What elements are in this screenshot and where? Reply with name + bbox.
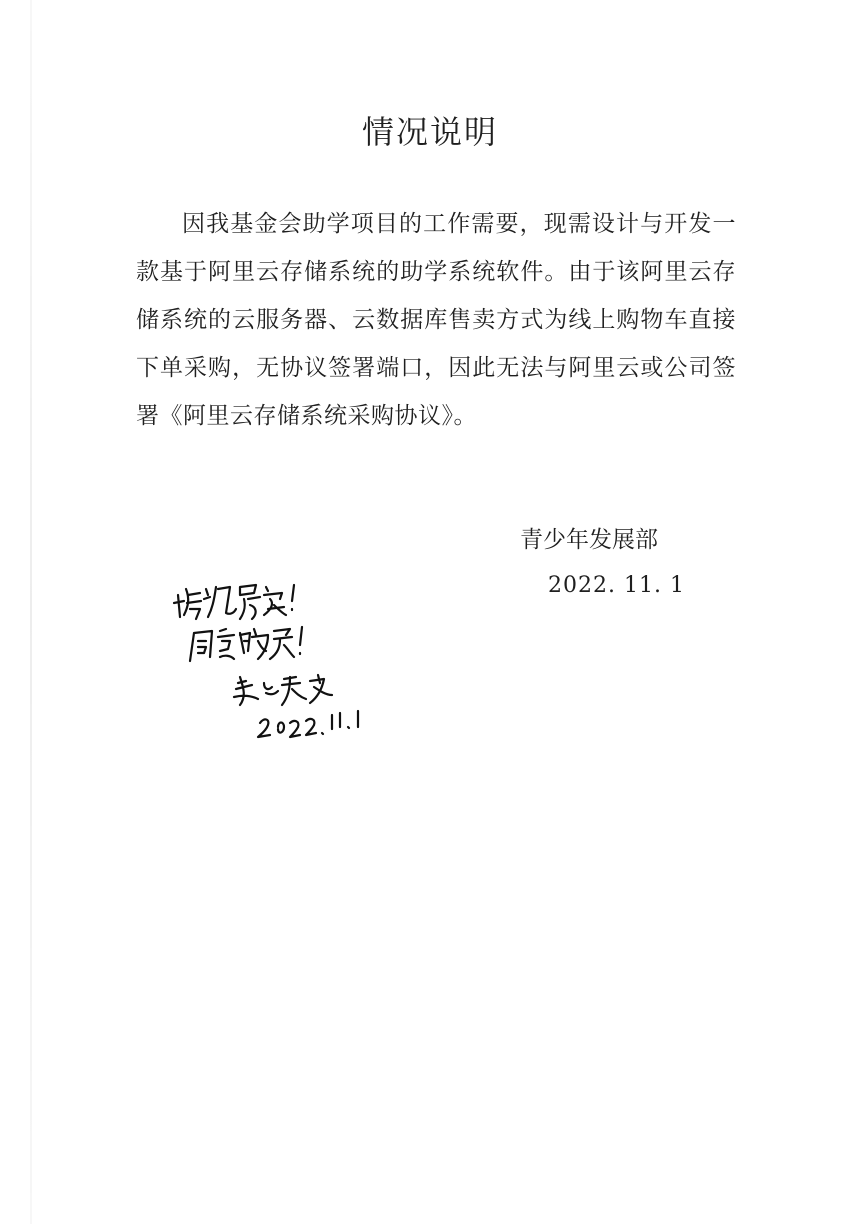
scan-edge-line	[30, 0, 32, 1224]
department-name: 青少年发展部	[520, 527, 658, 553]
handwriting-line-2	[190, 627, 302, 661]
handwritten-approval-note	[160, 565, 400, 755]
document-date: 2022. 11. 1	[548, 573, 685, 598]
document-title: 情况说明	[361, 113, 498, 151]
handwritten-date	[258, 711, 358, 737]
handwriting-line-1	[174, 585, 294, 619]
handwritten-signature	[234, 675, 332, 705]
document-paragraph: 因我基金会助学项目的工作需要，现需设计与开发一款基于阿里云存储系统的助学系统软件。由于该阿里云存储系统的云服务器、云数据库售卖方式为线上购物车直接下单采购，无协议签署端口，因此无法与阿里云或公司签署《阿里云存储系统采购协议》。	[136, 211, 736, 429]
